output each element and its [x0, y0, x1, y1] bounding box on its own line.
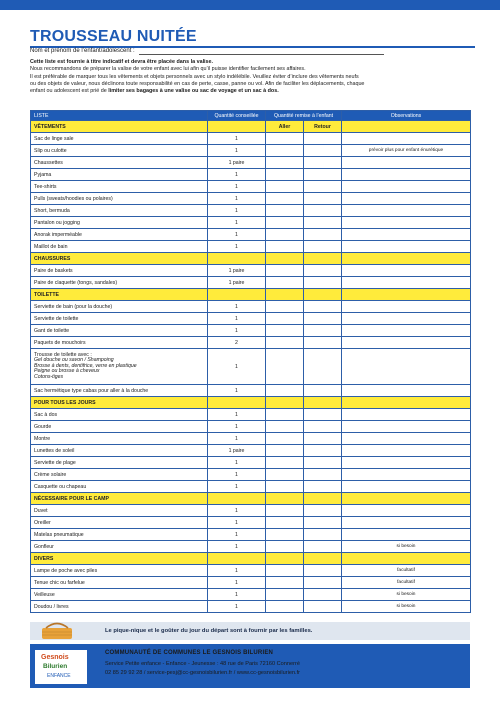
item-qty: 1 [208, 529, 266, 541]
section-row [31, 289, 471, 301]
item-qty: 1 [208, 193, 266, 205]
section-aller-cell [266, 253, 304, 265]
item-observation: si besoin [342, 601, 471, 613]
intro-text [30, 59, 470, 95]
item-observation [342, 433, 471, 445]
aller-checkbox-cell[interactable] [266, 229, 304, 241]
item-qty: 1 [208, 181, 266, 193]
page-title: TROUSSEAU NUITÉE [30, 28, 197, 45]
header-liste: LISTE [31, 111, 208, 121]
item-name: Gant de toilette [31, 325, 208, 337]
aller-checkbox-cell[interactable] [266, 457, 304, 469]
item-observation [342, 157, 471, 169]
item-observation [342, 337, 471, 349]
aller-checkbox-cell[interactable] [266, 193, 304, 205]
item-name: Paquets de mouchoirs [31, 337, 208, 349]
item-subline: Cotons-tiges [34, 373, 64, 380]
item-observation [342, 133, 471, 145]
section-qty-cell [208, 493, 266, 505]
table-row [31, 409, 471, 421]
aller-checkbox-cell[interactable] [266, 445, 304, 457]
item-observation [342, 181, 471, 193]
retour-checkbox-cell[interactable] [304, 601, 342, 613]
retour-checkbox-cell[interactable] [304, 241, 342, 253]
retour-checkbox-cell[interactable] [304, 409, 342, 421]
retour-checkbox-cell[interactable] [304, 205, 342, 217]
table-row [31, 517, 471, 529]
section-obs-cell [342, 289, 471, 301]
item-name: Pantalon ou jogging [31, 217, 208, 229]
table-row [31, 217, 471, 229]
section-qty-cell [208, 397, 266, 409]
item-observation: prévoir plus pour enfant énurétique [342, 145, 471, 157]
item-observation [342, 505, 471, 517]
table-row [31, 445, 471, 457]
footer-contact: 02 85 29 92 28 / service-pesj@cc-gesnoisbilurien.fr / www.cc-gesnoisbilurien.fr [105, 670, 301, 676]
retour-checkbox-cell[interactable] [304, 265, 342, 277]
table-row [31, 229, 471, 241]
table-row [31, 505, 471, 517]
organization-logo [35, 650, 87, 684]
item-observation [342, 409, 471, 421]
table-row [31, 337, 471, 349]
item-subline: Gel douche ou savon / Shampoing [34, 357, 114, 364]
item-qty: 1 [208, 205, 266, 217]
section-title: NÉCESSAIRE POUR LE CAMP [31, 493, 208, 505]
aller-checkbox-cell[interactable] [266, 325, 304, 337]
item-name: Lunettes de soleil [31, 445, 208, 457]
item-name: Pulls (sweats/hoodies ou polaires) [31, 193, 208, 205]
retour-checkbox-cell[interactable] [304, 349, 342, 385]
item-name: Veilleuse [31, 589, 208, 601]
item-qty: 1 [208, 469, 266, 481]
retour-checkbox-cell[interactable] [304, 169, 342, 181]
item-qty: 1 [208, 409, 266, 421]
table-row [31, 301, 471, 313]
item-name: Anorak imperméable [31, 229, 208, 241]
item-name: Doudou / livres [31, 601, 208, 613]
item-qty: 1 [208, 385, 266, 397]
retour-checkbox-cell[interactable] [304, 445, 342, 457]
header-observations: Observations [342, 111, 471, 121]
item-qty: 1 [208, 517, 266, 529]
item-name: Montre [31, 433, 208, 445]
retour-checkbox-cell[interactable] [304, 589, 342, 601]
aller-checkbox-cell[interactable] [266, 145, 304, 157]
retour-checkbox-cell[interactable] [304, 529, 342, 541]
item-name-main: Trousse de toilette avec : [34, 351, 92, 358]
section-aller-cell [266, 397, 304, 409]
item-name: Sac hermétique type cabas pour aller à la douche [31, 385, 208, 397]
item-qty: 1 [208, 169, 266, 181]
item-qty: 1 [208, 541, 266, 553]
item-qty: 1 [208, 325, 266, 337]
section-aller-cell: Aller [266, 121, 304, 133]
item-name: Casquette ou chapeau [31, 481, 208, 493]
item-observation [342, 205, 471, 217]
intro-line-4: ou des objets de valeur, nous déclinons toute responsabilité en cas de perte, casse, panne ou vol. Afin de faciliter les déplacements, chaque [30, 80, 365, 87]
item-qty: 1 [208, 217, 266, 229]
retour-checkbox-cell[interactable] [304, 181, 342, 193]
item-qty: 1 paire [208, 157, 266, 169]
item-name: Oreiller [31, 517, 208, 529]
section-row [31, 397, 471, 409]
aller-checkbox-cell[interactable] [266, 265, 304, 277]
intro-line-2: Nous recommandons de préparer la valise de votre enfant avec lui afin qu’il puisse identifier facilement ses affaires. [30, 66, 306, 73]
item-observation [342, 277, 471, 289]
picnic-note: Le pique-nique et le goûter du jour du départ sont à fournir par les familles. [105, 628, 313, 634]
table-row [31, 133, 471, 145]
item-qty: 1 [208, 241, 266, 253]
table-row [31, 577, 471, 589]
item-observation [342, 421, 471, 433]
aller-checkbox-cell[interactable] [266, 565, 304, 577]
header-remis: Quantité remise à l’enfant [266, 111, 342, 121]
item-observation [342, 529, 471, 541]
item-name: Maillot de bain [31, 241, 208, 253]
item-observation [342, 229, 471, 241]
aller-checkbox-cell[interactable] [266, 517, 304, 529]
aller-checkbox-cell[interactable] [266, 133, 304, 145]
item-qty: 1 [208, 457, 266, 469]
item-name: Paire de claquette (tongs, sandales) [31, 277, 208, 289]
aller-checkbox-cell[interactable] [266, 589, 304, 601]
section-title: POUR TOUS LES JOURS [31, 397, 208, 409]
table-row [31, 157, 471, 169]
aller-checkbox-cell[interactable] [266, 433, 304, 445]
aller-checkbox-cell[interactable] [266, 349, 304, 385]
item-observation [342, 469, 471, 481]
retour-checkbox-cell[interactable] [304, 433, 342, 445]
item-name: Sac à dos [31, 409, 208, 421]
item-observation [342, 313, 471, 325]
retour-checkbox-cell[interactable] [304, 541, 342, 553]
item-name: Pyjama [31, 169, 208, 181]
aller-checkbox-cell[interactable] [266, 577, 304, 589]
table-row [31, 541, 471, 553]
section-aller-cell [266, 493, 304, 505]
section-qty-cell [208, 253, 266, 265]
aller-checkbox-cell[interactable] [266, 217, 304, 229]
intro-line-5 [30, 88, 470, 95]
section-row [31, 493, 471, 505]
section-aller-cell [266, 553, 304, 565]
item-qty: 1 [208, 229, 266, 241]
item-qty: 1 [208, 505, 266, 517]
table-body [31, 121, 471, 613]
aller-checkbox-cell[interactable] [266, 385, 304, 397]
logo-text-3: ENFANCE [47, 673, 71, 679]
footer-address: Service Petite enfance - Enfance - Jeunesse : 48 rue de Paris 72160 Connerré [105, 661, 300, 667]
table-row [31, 481, 471, 493]
item-name: Crème solaire [31, 469, 208, 481]
aller-checkbox-cell[interactable] [266, 481, 304, 493]
item-name: Tee-shirts [31, 181, 208, 193]
section-retour-cell [304, 493, 342, 505]
section-qty-cell [208, 553, 266, 565]
retour-checkbox-cell[interactable] [304, 145, 342, 157]
retour-checkbox-cell[interactable] [304, 385, 342, 397]
item-qty: 1 [208, 565, 266, 577]
item-observation [342, 517, 471, 529]
item-subline: Peigne ou brosse à cheveux [34, 368, 100, 375]
retour-checkbox-cell[interactable] [304, 325, 342, 337]
section-qty-cell [208, 121, 266, 133]
item-observation [342, 193, 471, 205]
section-title: DIVERS [31, 553, 208, 565]
item-qty: 1 paire [208, 265, 266, 277]
item-qty: 1 [208, 133, 266, 145]
child-name-blank-line[interactable] [139, 48, 384, 55]
table-row [31, 349, 471, 385]
footer-organization: COMMUNAUTÉ DE COMMUNES LE GESNOIS BILURIEN [105, 650, 274, 656]
aller-checkbox-cell[interactable] [266, 601, 304, 613]
item-name: Gourde [31, 421, 208, 433]
item-qty: 1 paire [208, 445, 266, 457]
item-qty: 1 [208, 145, 266, 157]
item-qty: 1 [208, 577, 266, 589]
table-row [31, 565, 471, 577]
item-observation [342, 325, 471, 337]
retour-checkbox-cell[interactable] [304, 457, 342, 469]
picnic-basket-icon [38, 621, 78, 641]
item-name: Serviette de toilette [31, 313, 208, 325]
item-qty: 1 [208, 589, 266, 601]
item-name: Serviette de bain (pour la douche) [31, 301, 208, 313]
item-qty: 1 [208, 349, 266, 385]
retour-checkbox-cell[interactable] [304, 481, 342, 493]
section-retour-cell [304, 553, 342, 565]
intro-line-5-bold: limiter ses bagages à une valise ou sac de voyage et un sac à dos. [108, 88, 279, 95]
table-row [31, 421, 471, 433]
aller-checkbox-cell[interactable] [266, 505, 304, 517]
aller-checkbox-cell[interactable] [266, 409, 304, 421]
table-row [31, 457, 471, 469]
aller-checkbox-cell[interactable] [266, 277, 304, 289]
aller-checkbox-cell[interactable] [266, 337, 304, 349]
item-subline: Brosse à dents, dentifrice, verre en plastique [34, 362, 137, 369]
retour-checkbox-cell[interactable] [304, 469, 342, 481]
retour-checkbox-cell[interactable] [304, 217, 342, 229]
packing-list-table-wrap [30, 110, 470, 613]
item-qty: 1 [208, 433, 266, 445]
item-name: Sac de linge sale [31, 133, 208, 145]
item-observation [342, 349, 471, 385]
aller-checkbox-cell[interactable] [266, 301, 304, 313]
table-row [31, 205, 471, 217]
item-qty: 1 paire [208, 277, 266, 289]
table-row [31, 193, 471, 205]
table-row [31, 313, 471, 325]
item-name: Matelas pneumatique [31, 529, 208, 541]
item-qty: 1 [208, 421, 266, 433]
item-observation: si besoin [342, 541, 471, 553]
section-row [31, 121, 471, 133]
item-qty: 1 [208, 301, 266, 313]
item-observation [342, 301, 471, 313]
retour-checkbox-cell[interactable] [304, 421, 342, 433]
item-qty: 1 [208, 601, 266, 613]
intro-line-3: Il est préférable de marquer tous les vêtements et objets personnels avec un stylo indélébile. Veuillez éviter d’inclure des vêtements neufs [30, 73, 359, 80]
retour-checkbox-cell[interactable] [304, 301, 342, 313]
aller-checkbox-cell[interactable] [266, 169, 304, 181]
aller-checkbox-cell[interactable] [266, 157, 304, 169]
section-retour-cell [304, 253, 342, 265]
table-row [31, 529, 471, 541]
retour-checkbox-cell[interactable] [304, 157, 342, 169]
retour-checkbox-cell[interactable] [304, 577, 342, 589]
item-name: Chaussettes [31, 157, 208, 169]
aller-checkbox-cell[interactable] [266, 241, 304, 253]
logo-text-1: Gesnois [41, 654, 69, 661]
section-title: CHAUSSURES [31, 253, 208, 265]
item-observation [342, 169, 471, 181]
logo-text-2: Bilurien [43, 663, 68, 670]
item-observation [342, 265, 471, 277]
table-row [31, 433, 471, 445]
section-qty-cell [208, 289, 266, 301]
item-qty: 1 [208, 313, 266, 325]
item-name: Serviette de plage [31, 457, 208, 469]
item-observation [342, 241, 471, 253]
item-observation [342, 217, 471, 229]
retour-checkbox-cell[interactable] [304, 565, 342, 577]
item-observation [342, 481, 471, 493]
section-row [31, 253, 471, 265]
table-row [31, 169, 471, 181]
child-name-field [30, 47, 470, 55]
item-observation: facultatif [342, 577, 471, 589]
table-row [31, 277, 471, 289]
item-name: Tenue chic ou farfelue [31, 577, 208, 589]
retour-checkbox-cell[interactable] [304, 133, 342, 145]
intro-line-5-start: enfant ou adolescent est prié de [30, 88, 109, 95]
retour-checkbox-cell[interactable] [304, 337, 342, 349]
item-qty: 1 [208, 481, 266, 493]
item-name [31, 349, 208, 385]
packing-list-table [30, 110, 471, 613]
table-row [31, 145, 471, 157]
table-row [31, 589, 471, 601]
item-observation [342, 457, 471, 469]
section-retour-cell: Retour [304, 121, 342, 133]
item-observation: si besoin [342, 589, 471, 601]
section-obs-cell [342, 253, 471, 265]
item-name: Short, bermuda [31, 205, 208, 217]
table-row [31, 241, 471, 253]
aller-checkbox-cell[interactable] [266, 541, 304, 553]
section-obs-cell [342, 493, 471, 505]
header-qty: Quantité conseillée [208, 111, 266, 121]
item-name: Slip ou culotte [31, 145, 208, 157]
table-row [31, 265, 471, 277]
top-color-bar [0, 0, 500, 10]
table-row [31, 325, 471, 337]
table-row [31, 181, 471, 193]
aller-checkbox-cell[interactable] [266, 181, 304, 193]
item-name: Duvet [31, 505, 208, 517]
retour-checkbox-cell[interactable] [304, 505, 342, 517]
item-observation [342, 385, 471, 397]
section-obs-cell [342, 553, 471, 565]
section-row [31, 553, 471, 565]
table-row [31, 469, 471, 481]
intro-bold-line: Cette liste est fournie à titre indicatif et devra être placée dans la valise. [30, 59, 214, 65]
table-row [31, 601, 471, 613]
aller-checkbox-cell[interactable] [266, 529, 304, 541]
retour-checkbox-cell[interactable] [304, 517, 342, 529]
section-aller-cell [266, 289, 304, 301]
retour-checkbox-cell[interactable] [304, 229, 342, 241]
aller-checkbox-cell[interactable] [266, 469, 304, 481]
table-row [31, 385, 471, 397]
section-retour-cell [304, 397, 342, 409]
item-qty: 2 [208, 337, 266, 349]
item-name: Paire de baskets [31, 265, 208, 277]
section-retour-cell [304, 289, 342, 301]
section-title: VÊTEMENTS [31, 121, 208, 133]
item-name: Gonfleur [31, 541, 208, 553]
section-obs-cell [342, 121, 471, 133]
item-observation: facultatif [342, 565, 471, 577]
section-obs-cell [342, 397, 471, 409]
aller-checkbox-cell[interactable] [266, 421, 304, 433]
aller-checkbox-cell[interactable] [266, 205, 304, 217]
retour-checkbox-cell[interactable] [304, 313, 342, 325]
aller-checkbox-cell[interactable] [266, 313, 304, 325]
item-name: Lampe de poche avec piles [31, 565, 208, 577]
section-title: TOILETTE [31, 289, 208, 301]
item-observation [342, 445, 471, 457]
retour-checkbox-cell[interactable] [304, 193, 342, 205]
retour-checkbox-cell[interactable] [304, 277, 342, 289]
child-name-label: Nom et prénom de l’enfant/adolescent : [30, 48, 135, 54]
table-header-row [31, 111, 471, 121]
